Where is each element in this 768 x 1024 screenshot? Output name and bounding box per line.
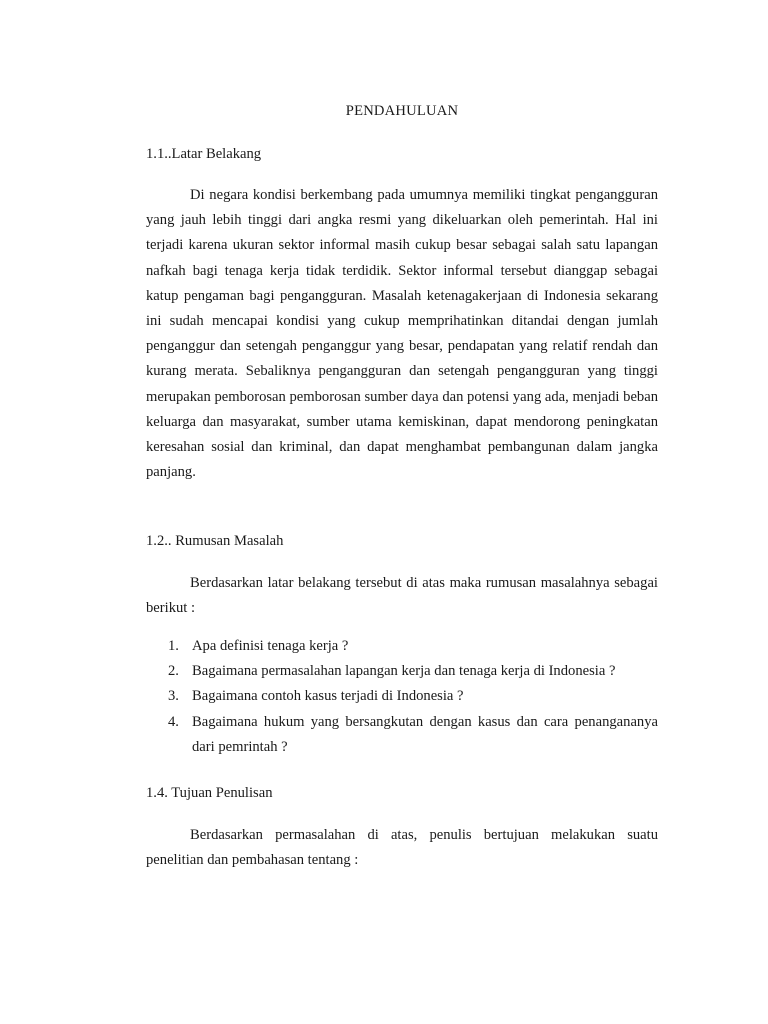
- list-item-number: 3.: [168, 688, 179, 705]
- paragraph-latar-belakang: Di negara kondisi berkembang pada umumnya memiliki tingkat pengangguran yang jauh lebih tinggi dari angka resmi yang dikeluarkan oleh pemerintah. Hal ini terjadi karena ukuran sektor informal masih cukup besar sebagai salah satu lapangan nafkah bagi tenaga kerja tidak terdidik. Sektor informal tersebut dianggap sebagai katup pengaman bagi pengangguran. Masalah ketenagakerjaan di Indonesia sekarang ini sudah mencapai kondisi yang cukup memprihatinkan ditandai dengan jumlah penganggur dan setengah penganggur yang besar, pendapatan yang relatif rendah dan kurang merata. Sebaliknya pengangguran dan setengah pengangguran yang tinggi merupakan pemborosan pemborosan sumber daya dan potensi yang ada, menjadi beban keluarga dan masyarakat, sumber utama kemiskinan, dapat mendorong peningkatan keresahan sosial dan kriminal, dan dapat menghambat pembangunan dalam jangka panjang.: [146, 187, 658, 481]
- document-title: PENDAHULUAN: [345, 103, 459, 119]
- rumusan-masalah-list: [146, 634, 658, 760]
- list-item-number: 4.: [168, 713, 179, 730]
- list-item: [146, 659, 658, 684]
- section-heading-rumusan-masalah: 1.2.. Rumusan Masalah: [146, 533, 284, 549]
- list-item-text: Bagaimana permasalahan lapangan kerja dan tenaga kerja di Indonesia ?: [192, 663, 616, 680]
- list-item: [146, 684, 658, 709]
- list-item: [146, 634, 658, 659]
- list-item-number: 1.: [168, 638, 179, 654]
- section-heading-latar-belakang: 1.1..Latar Belakang: [146, 146, 262, 162]
- paragraph-tujuan-penulisan: Berdasarkan permasalahan di atas, penulis bertujuan melakukan suatu penelitian dan pembahasan tentang :: [146, 827, 658, 869]
- list-item-number: 2.: [168, 663, 179, 680]
- list-item-text: Apa definisi tenaga kerja ?: [192, 638, 349, 654]
- section-heading-tujuan-penulisan: 1.4. Tujuan Penulisan: [146, 785, 273, 801]
- list-item: [146, 710, 658, 760]
- paragraph-rumusan-masalah: Berdasarkan latar belakang tersebut di atas maka rumusan masalahnya sebagai berikut :: [146, 575, 658, 617]
- list-item-text: Bagaimana contoh kasus terjadi di Indonesia ?: [192, 688, 464, 705]
- list-item-text: Bagaimana hukum yang bersangkutan dengan kasus dan cara penangananya dari pemrintah ?: [192, 713, 658, 755]
